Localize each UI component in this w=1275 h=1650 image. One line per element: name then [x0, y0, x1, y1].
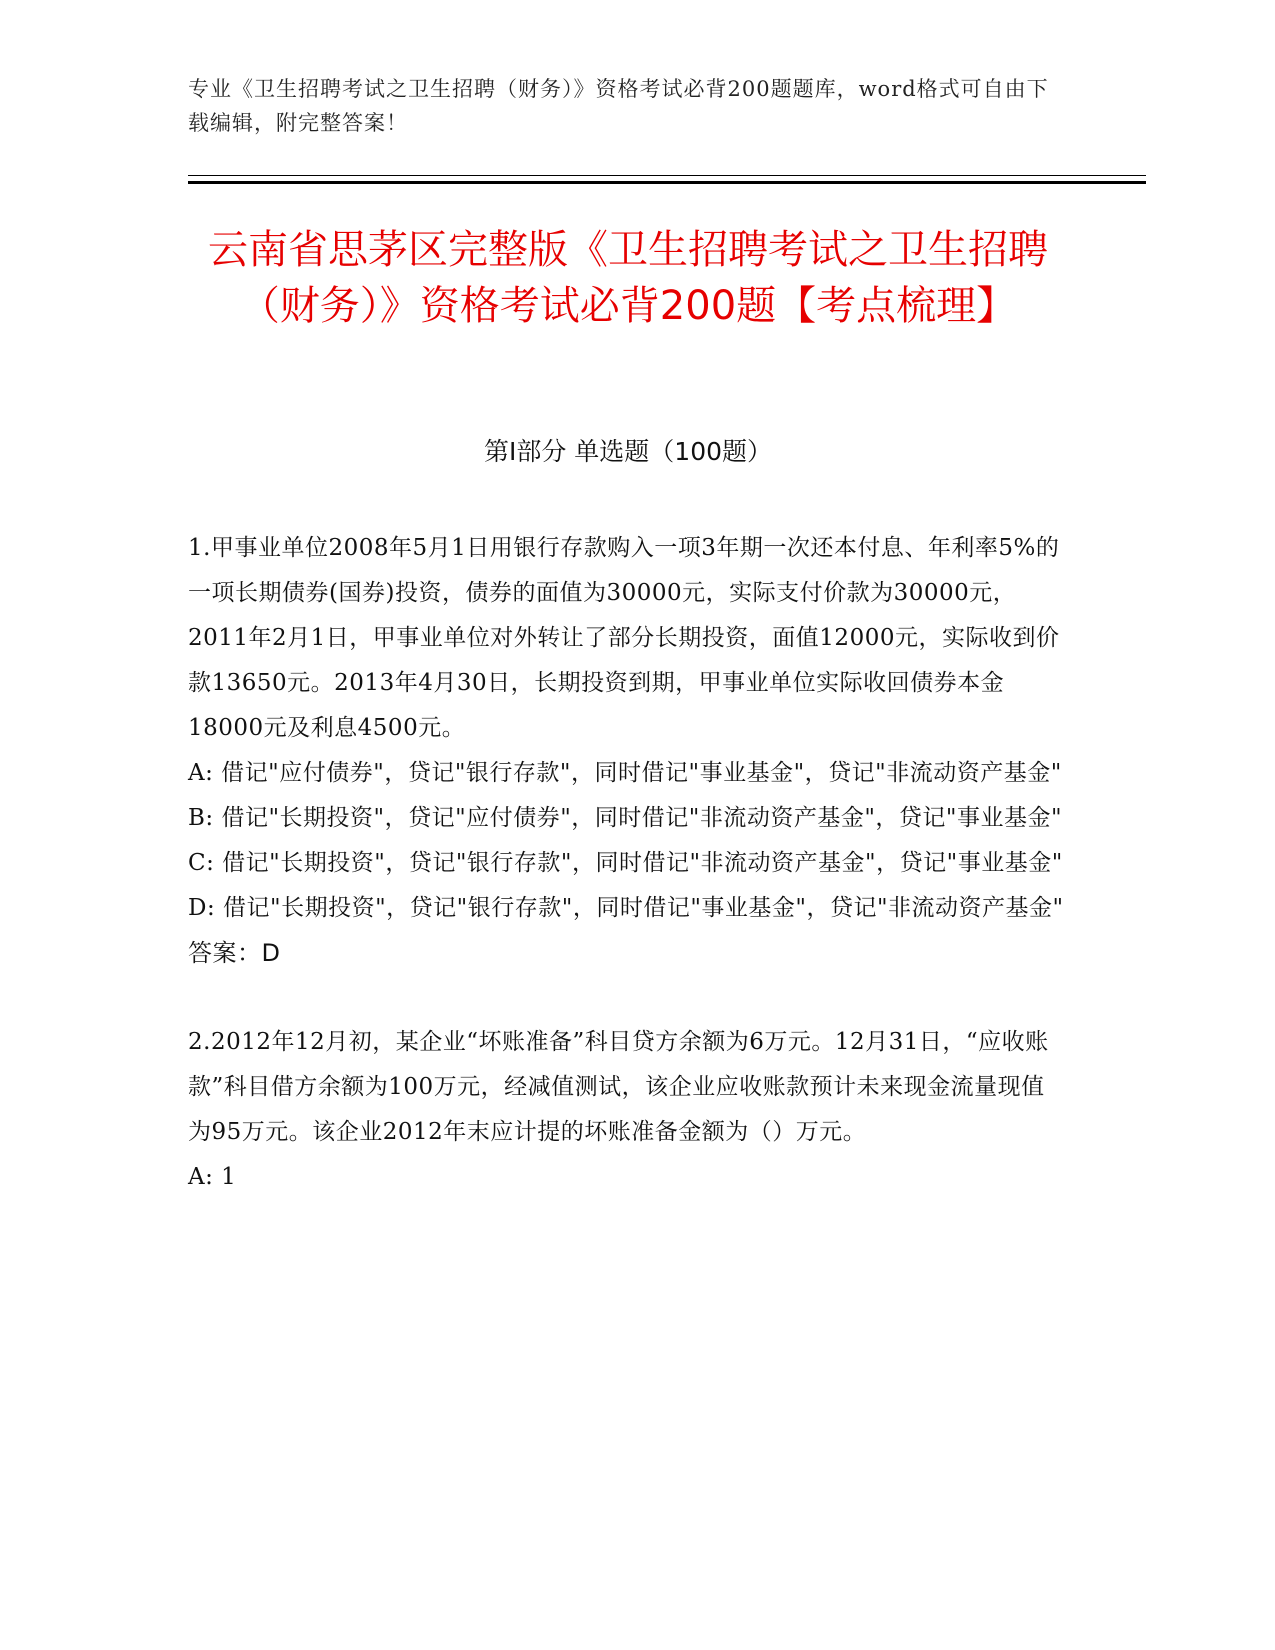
option-a: A: 借记"应付债券"，贷记"银行存款"，同时借记"事业基金"，贷记"非流动资产基金" — [188, 760, 1062, 786]
document-title: 云南省思茅区完整版《卫生招聘考试之卫生招聘（财务）》资格考试必背200题【考点梳理】 — [208, 227, 1048, 329]
question-stem: 2.2012年12月初，某企业“坏账准备”科目贷方余额为6万元。12月31日，“应收账款”科目借方余额为100万元，经减值测试，该企业应收账款预计未来现金流量现值为95万元。该企业2012年末应计提的坏账准备金额为（）万元。 — [188, 1029, 1049, 1145]
answer: 答案：D — [188, 939, 281, 967]
option-c: C: 借记"长期投资"，贷记"银行存款"，同时借记"非流动资产基金"，贷记"事业基金" — [188, 850, 1063, 876]
section-heading: 第Ⅰ部分 单选题（100题） — [483, 437, 773, 466]
option-b: B: 借记"长期投资"，贷记"应付债券"，同时借记"非流动资产基金"，贷记"事业基金" — [188, 805, 1063, 831]
question-list — [188, 526, 1068, 1244]
question-1 — [188, 526, 1068, 976]
question-stem: 1.甲事业单位2008年5月1日用银行存款购入一项3年期一次还本付息、年利率5%的一项长期债券(国券)投资，债券的面值为30000元，实际支付价款为30000元，2011年2月1日，甲事业单位对外转让了部分长期投资，面值12000元，实际收到价款13650元。2013年4月30日，长期投资到期，甲事业单位实际收回债券本金18000元及利息4500元。 — [188, 535, 1060, 741]
option-d: D: 借记"长期投资"，贷记"银行存款"，同时借记"事业基金"，贷记"非流动资产基金" — [188, 895, 1064, 921]
question-2 — [188, 1020, 1068, 1200]
header-divider-thin — [188, 175, 1146, 176]
option-a: A: 1 — [188, 1164, 237, 1190]
header-note: 专业《卫生招聘考试之卫生招聘（财务）》资格考试必背200题题库，word格式可自由下载编辑，附完整答案！ — [188, 77, 1049, 135]
header-divider-thick — [188, 181, 1146, 184]
